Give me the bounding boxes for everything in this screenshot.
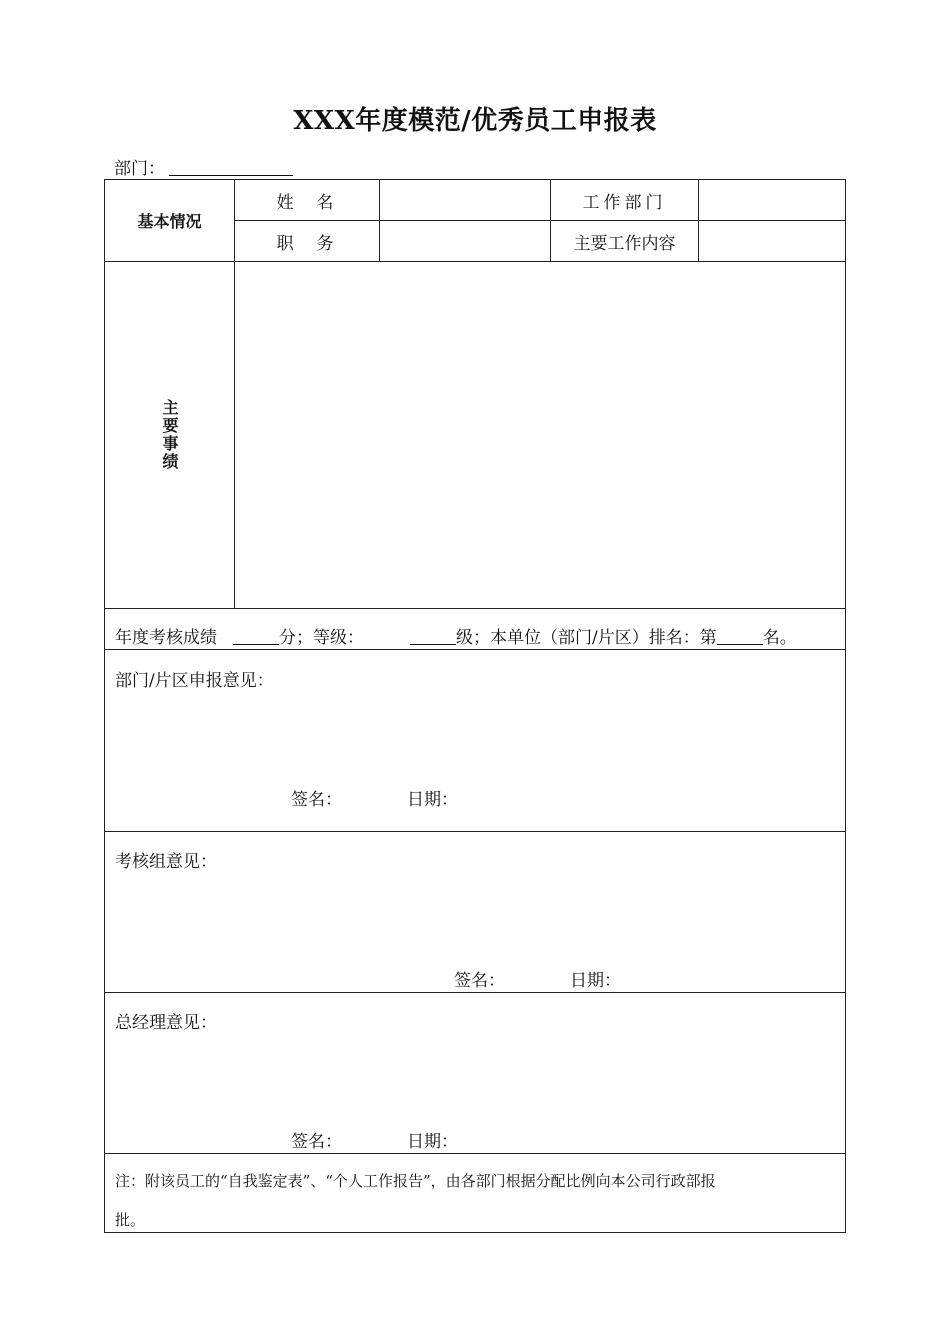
- position-input[interactable]: [380, 221, 550, 261]
- gm-opinion-label: 总经理意见：: [115, 1013, 217, 1033]
- work-dept-input[interactable]: [699, 180, 845, 220]
- row-divider: [105, 649, 845, 650]
- name-label: 姓 名: [276, 192, 338, 213]
- assessment-row: [115, 623, 797, 648]
- rank-blank[interactable]: [717, 628, 763, 645]
- achievements-label-cell: [105, 262, 234, 608]
- group-opinion-label: 考核组意见：: [115, 852, 217, 872]
- main-work-label: 主要工作内容: [573, 233, 676, 254]
- grade-blank[interactable]: [410, 628, 456, 645]
- score-unit: 分；: [279, 628, 313, 648]
- position-label: 职 务: [276, 233, 338, 254]
- achievements-label: 主要事绩: [160, 399, 179, 471]
- main-work-input[interactable]: [699, 221, 845, 261]
- dept-opinion-date-label: 日期：: [407, 790, 458, 810]
- application-form: [104, 179, 846, 1233]
- department-label: 部门：: [114, 159, 165, 179]
- name-input[interactable]: [380, 180, 550, 220]
- department-line: [114, 154, 293, 179]
- work-dept-label: 工作部门: [582, 192, 667, 213]
- grade-label: 等级：: [313, 628, 364, 648]
- row-divider: [105, 831, 845, 832]
- department-blank[interactable]: [169, 159, 293, 176]
- rank-unit: 名。: [762, 628, 797, 648]
- gm-opinion-sign-label: 签名：: [291, 1132, 342, 1152]
- dept-opinion-sign-label: 签名：: [291, 790, 342, 810]
- row-divider: [105, 992, 845, 993]
- gm-opinion-date-label: 日期：: [407, 1132, 458, 1152]
- note-line-2: 批。: [115, 1211, 146, 1229]
- row-divider: [105, 1153, 845, 1154]
- page-title: XXX年度模范/优秀员工申报表: [293, 106, 657, 136]
- grade-unit: 级；本单位（部门/片区）排名：第: [456, 628, 717, 648]
- dept-opinion-label: 部门/片区申报意见：: [115, 671, 274, 691]
- achievements-input[interactable]: [235, 262, 845, 608]
- row-divider: [105, 608, 845, 609]
- group-opinion-sign-label: 签名：: [454, 971, 505, 991]
- group-opinion-date-label: 日期：: [570, 971, 621, 991]
- assessment-label: 年度考核成绩: [115, 628, 217, 648]
- basic-info-label: 基本情况: [137, 212, 202, 231]
- note-line-1: 注：附该员工的“自我鉴定表”、“个人工作报告”，由各部门根据分配比例向本公司行政部报: [115, 1172, 716, 1190]
- score-blank[interactable]: [233, 628, 279, 645]
